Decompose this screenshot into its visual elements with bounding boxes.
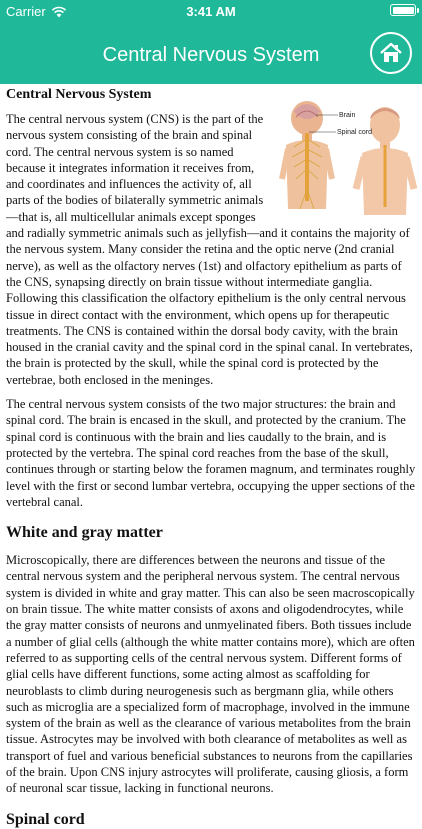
brain-label: Brain [339, 112, 356, 119]
nervous-system-illustration [280, 99, 418, 217]
home-button[interactable] [370, 32, 412, 74]
page-title: Central Nervous System [102, 44, 320, 66]
section-heading: Spinal cord [6, 810, 85, 828]
paragraph: The central nervous system (CNS) is the part of the nervous system consisting of the brain and spinal cord. The central nervous system is so named because it integrates information it receives from, and coordinates and influences the activity of, all parts of the bodies of bilaterally symmetric animals—that is, all multicellular animals except sponges and radially symmetric animals such as jellyfish—and it contains the majority of the nervous system. Many consider the retina and the optic nerve (2nd cranial nerve), as well as the olfactory nerves (1st) and olfactory epithelium as parts of the CNS, synapsing directly on brain tissue without intermediate ganglia. Following this classification the olfactory epithelium is the only central nervous tissue in direct contact with the environment, which opens up for therapeutic treatments. The CNS is contained within the dorsal body cavity, with the brain housed in the cranial cavity and the spinal cord in the spinal canal. In vertebrates, the brain is protected by the skull, while the spinal cord is protected by the vertebrae, both enclosed in the meninges. [6, 112, 413, 387]
nav-bar [0, 24, 422, 84]
paragraph: Microscopically, there are differences between the neurons and tissue of the central nervous system and the peripheral nervous system. The central nervous system is divided in white and gray matter. This can also be seen macroscopically on brain tissue. The white matter consists of axons and oligodendrocytes, while the gray matter consists of neurons and unmyelinated fibers. Both tissues include a number of glial cells (although the white matter contains more), which are often referred to as supporting cells of the central nervous system. Different forms of glial cells have different functions, some acting almost as scaffolding for neuroblasts to climb during neurogenesis such as bergmann glia, while others such as microglia are a specialized form of macrophage, involved in the immune system of the brain as well as the clearance of various metabolites from the brain tissue. Astrocytes may be involved with both clearance of metabolites as well as transport of fuel and various beneficial substances to neurons from the capillaries of the brain. Upon CNS injury astrocytes will proliferate, causing gliosis, a form of neuronal scar tissue, lacking in functional neurons. [6, 553, 415, 796]
status-time: 3:41 AM [186, 4, 236, 19]
spinal-cord-label: Spinal cord [337, 129, 373, 136]
home-icon [379, 42, 403, 64]
battery-icon [390, 4, 416, 16]
status-bar [0, 0, 422, 24]
section-heading: Central Nervous System [6, 87, 152, 102]
section-heading: White and gray matter [6, 524, 163, 542]
carrier-label: Carrier [6, 4, 46, 19]
status-right [390, 4, 416, 19]
paragraph: The central nervous system consists of the two major structures: the brain and spinal cord. The brain is encased in the skull, and protected by the cranium. The spinal cord is continuous with the brain and lies caudally to the brain, and is protected by the vertebra. The spinal cord reaches from the base of the skull, continues through or starting below the foramen magnum, and terminates roughly level with the first or second lumbar vertebra, occupying the upper sections of the vertebral canal. [6, 397, 416, 509]
article-content[interactable] [0, 84, 422, 828]
